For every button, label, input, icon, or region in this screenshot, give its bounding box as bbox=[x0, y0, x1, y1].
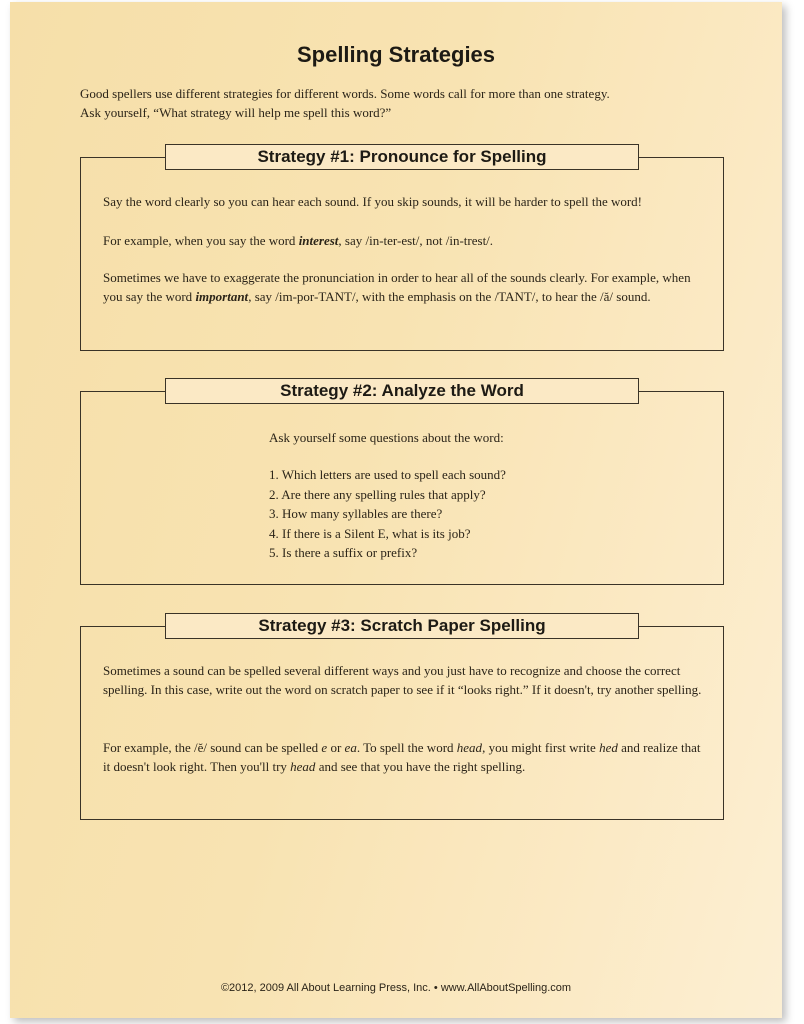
strategy-1-heading: Strategy #1: Pronounce for Spelling bbox=[165, 144, 639, 170]
page-title: Spelling Strategies bbox=[296, 42, 496, 67]
example-word-hed: hed bbox=[599, 740, 618, 755]
strategy-1-box bbox=[80, 147, 724, 351]
question-item: 2. Are there any spelling rules that apply? bbox=[269, 486, 486, 502]
example-word-head: head bbox=[290, 759, 316, 774]
worksheet-page bbox=[10, 2, 782, 1018]
text-segment: Sometimes we have to exaggerate the pronunciation in order to hear all of the sounds clearly. For example, when you say the word bbox=[103, 270, 691, 304]
strategy-2-prompt: Ask yourself some questions about the word: bbox=[269, 430, 504, 445]
strategy-1-paragraph-2 bbox=[103, 231, 703, 250]
strategy-2-heading: Strategy #2: Analyze the Word bbox=[165, 378, 639, 404]
text-segment: For example, the /ĕ/ sound can be spelled bbox=[103, 740, 322, 755]
intro-line-2: Ask yourself, “What strategy will help me spell this word?” bbox=[80, 105, 392, 120]
intro-text bbox=[80, 84, 720, 122]
strategy-3-box bbox=[80, 616, 724, 820]
strategy-1-paragraph-3 bbox=[103, 268, 703, 306]
spelling-e: e bbox=[321, 740, 328, 755]
question-list bbox=[269, 465, 506, 563]
strategy-3-heading: Strategy #3: Scratch Paper Spelling bbox=[165, 613, 639, 639]
example-word-head: head bbox=[456, 740, 483, 755]
strategy-3-paragraph-2 bbox=[103, 738, 703, 776]
text-segment: and realize that it doesn't look right. Then you'll try bbox=[103, 740, 701, 774]
text-segment: , you might first write bbox=[482, 740, 600, 755]
question-item: 4. If there is a Silent E, what is its job? bbox=[269, 525, 471, 541]
text-segment: or bbox=[327, 740, 345, 755]
text-segment: , say /im-por-TANT/, with the emphasis on the /TANT/, to hear the /ă/ sound. bbox=[248, 289, 651, 304]
text-segment: , say /in-ter-est/, not /in-trest/. bbox=[338, 233, 494, 248]
strategy-2-box bbox=[80, 381, 724, 585]
text-segment: For example, when you say the word bbox=[103, 233, 299, 248]
question-item: 5. Is there a suffix or prefix? bbox=[269, 545, 418, 560]
intro-line-1: Good spellers use different strategies for different words. Some words call for more than one strategy. bbox=[80, 86, 610, 101]
spelling-ea: ea bbox=[344, 740, 357, 755]
example-word-important: important bbox=[195, 289, 249, 304]
text-segment: and see that you have the right spelling. bbox=[315, 759, 526, 774]
question-item: 1. Which letters are used to spell each sound? bbox=[269, 467, 506, 482]
strategy-3-paragraph-1: Sometimes a sound can be spelled several different ways and you just have to recognize and choose the correct spelling. In this case, write out the word on scratch paper to see if it “looks right.” If it doesn't, try another spelling. bbox=[103, 663, 702, 697]
copyright-footer: ©2012, 2009 All About Learning Press, Inc. • www.AllAboutSpelling.com bbox=[220, 982, 572, 994]
example-word-interest: interest bbox=[298, 233, 339, 248]
strategy-1-paragraph-1: Say the word clearly so you can hear each sound. If you skip sounds, it will be harder to spell the word! bbox=[103, 194, 643, 209]
text-segment: . To spell the word bbox=[356, 740, 457, 755]
question-item: 3. How many syllables are there? bbox=[269, 506, 443, 521]
